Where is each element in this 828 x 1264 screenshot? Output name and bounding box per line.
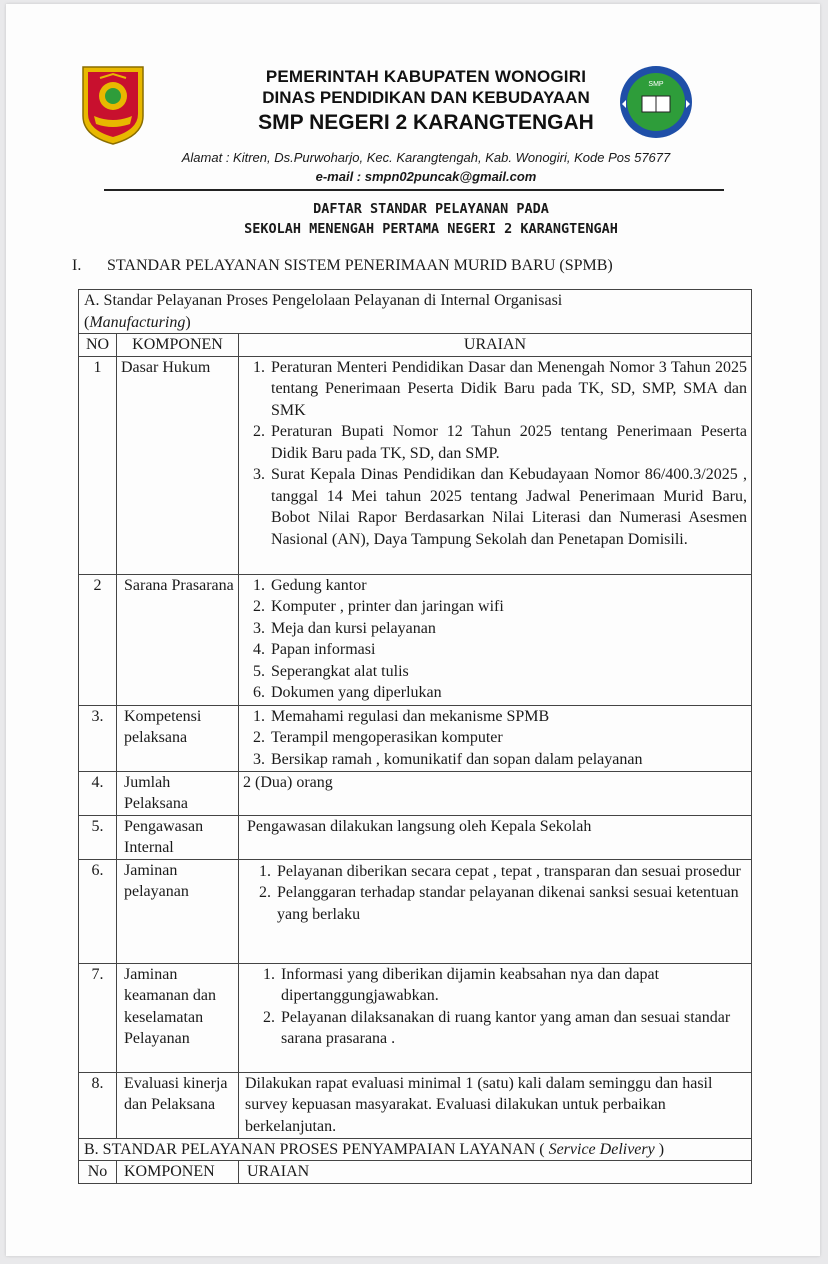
section-number: I. (72, 257, 82, 274)
row-description (239, 705, 752, 771)
part-b-heading (79, 1138, 752, 1161)
table-row (79, 815, 752, 859)
col-no-header: No (79, 1161, 117, 1184)
address-line: Alamat : Kitren, Ds.Purwoharjo, Kec. Karangtengah, Kab. Wonogiri, Kode Pos 57677 (181, 150, 671, 165)
col-uraian-header: URAIAN (239, 1161, 752, 1184)
row-component: Sarana Prasarana (117, 574, 239, 705)
list-item: 1. Gedung kantor (269, 575, 747, 597)
row-number: 7. (79, 963, 117, 1072)
col-komponen-header: KOMPONEN (117, 334, 239, 357)
row-number: 8. (79, 1072, 117, 1138)
list-item: 1. Pelayanan diberikan secara cepat , tepat , transparan dan sesuai prosedur (275, 861, 747, 883)
title-line-2: SEKOLAH MENENGAH PERTAMA NEGERI 2 KARANGTENGAH (244, 221, 618, 237)
row-number: 5. (79, 815, 117, 859)
row-component: Jaminan keamanan dan keselamatan Pelayanan (117, 963, 239, 1072)
row-description (239, 574, 752, 705)
col-uraian-header: URAIAN (239, 334, 752, 357)
row-number: 6. (79, 859, 117, 963)
row-description (239, 356, 752, 574)
list-item: 5. Seperangkat alat tulis (269, 661, 747, 683)
col-komponen-header: KOMPONEN (117, 1161, 239, 1184)
row-number: 3. (79, 705, 117, 771)
list-item: 1. Informasi yang diberikan dijamin keabsahan nya dan dapat dipertanggungjawabkan. (279, 964, 747, 1007)
part-b-heading-close: ) (654, 1140, 665, 1158)
part-a-heading-row (79, 290, 752, 334)
part-b-heading-text: B. STANDAR PELAYANAN PROSES PENYAMPAIAN LAYANAN ( (84, 1140, 549, 1158)
row-number: 2 (79, 574, 117, 705)
row-component: Dasar Hukum (117, 356, 239, 574)
service-standard-table (78, 289, 752, 1184)
department-name: DINAS PENDIDIKAN DAN KEBUDAYAAN (262, 88, 590, 107)
list-item: 1. Memahami regulasi dan mekanisme SPMB (269, 706, 747, 728)
email-line: e-mail : smpn02puncak@gmail.com (315, 169, 537, 184)
list-item: 1. Peraturan Menteri Pendidikan Dasar dan Menengah Nomor 3 Tahun 2025 tentang Penerimaan Peserta Didik Baru pada TK, SD, SMP, SMA dan SMK (269, 357, 747, 422)
paren-open: ( (84, 313, 90, 331)
address-block (126, 148, 726, 186)
section-heading (72, 256, 613, 276)
row-description: 2 (Dua) orang (239, 771, 752, 815)
table-row (79, 963, 752, 1072)
list-item: 3. Surat Kepala Dinas Pendidikan dan Kebudayaan Nomor 86/400.3/2025 , tanggal 14 Mei tahun 2025 tentang Jadwal Penerimaan Murid Baru, Bobot Nilai Rapor Berdasarkan Nilai Literasi dan Numerasi Asesmen Nasional (AN), Daya Tampung Sekolah dan Penetapan Domisili. (269, 464, 747, 550)
list-item: 2. Peraturan Bupati Nomor 12 Tahun 2025 tentang Penerimaan Peserta Didik Baru pada TK, SD, dan SMP. (269, 421, 747, 464)
svg-text:SMP: SMP (648, 81, 664, 88)
letterhead-divider (104, 189, 724, 191)
list-item: 3. Bersikap ramah , komunikatif dan sopan dalam pelayanan (269, 749, 747, 771)
part-a-heading-italic: Manufacturing (89, 313, 186, 331)
col-no-header: NO (79, 334, 117, 357)
row-description: Dilakukan rapat evaluasi minimal 1 (satu) kali dalam seminggu dan hasil survey kepuasan masyarakat. Evaluasi dilakukan untuk perbaikan berkelanjutan. (239, 1072, 752, 1138)
row-description: Pengawasan dilakukan langsung oleh Kepala Sekolah (239, 815, 752, 859)
row-component: Pengawasan Internal (117, 815, 239, 859)
list-item: 4. Papan informasi (269, 639, 747, 661)
government-name: PEMERINTAH KABUPATEN WONOGIRI (265, 67, 587, 86)
table-row (79, 859, 752, 963)
part-a-heading-text: A. Standar Pelayanan Proses Pengelolaan Pelayanan di Internal Organisasi (84, 292, 563, 309)
table-header-row (79, 334, 752, 357)
table-row (79, 1072, 752, 1138)
row-component: Jumlah Pelaksana (117, 771, 239, 815)
paren-close: ) (185, 313, 191, 331)
table-header-row (79, 1161, 752, 1184)
table-row (79, 356, 752, 574)
table-row (79, 771, 752, 815)
list-item: 2. Komputer , printer dan jaringan wifi (269, 596, 747, 618)
school-name: SMP NEGERI 2 KARANGTENGAH (258, 111, 594, 134)
wonogiri-emblem-logo (80, 64, 146, 146)
part-b-heading-row (79, 1138, 752, 1161)
row-number: 4. (79, 771, 117, 815)
row-description (239, 963, 752, 1072)
row-component: Kompetensi pelaksana (117, 705, 239, 771)
row-component: Evaluasi kinerja dan Pelaksana (117, 1072, 239, 1138)
part-a-heading (79, 290, 752, 334)
title-line-1: DAFTAR STANDAR PELAYANAN PADA (313, 201, 549, 217)
list-item: 2. Terampil mengoperasikan komputer (269, 727, 747, 749)
list-item: 2. Pelayanan dilaksanakan di ruang kantor yang aman dan sesuai standar sarana prasarana . (279, 1007, 747, 1050)
school-emblem-logo (618, 64, 694, 140)
row-description (239, 859, 752, 963)
list-item: 6. Dokumen yang diperlukan (269, 682, 747, 704)
row-number: 1 (79, 356, 117, 574)
table-row (79, 574, 752, 705)
row-component: Jaminan pelayanan (117, 859, 239, 963)
table-row (79, 705, 752, 771)
section-title: STANDAR PELAYANAN SISTEM PENERIMAAN MURID BARU (SPMB) (107, 257, 613, 274)
part-b-heading-italic: Service Delivery (548, 1140, 655, 1158)
list-item: 2. Pelanggaran terhadap standar pelayanan dikenai sanksi sesuai ketentuan yang berlaku (275, 882, 747, 925)
list-item: 3. Meja dan kursi pelayanan (269, 618, 747, 640)
document-title (106, 199, 756, 239)
